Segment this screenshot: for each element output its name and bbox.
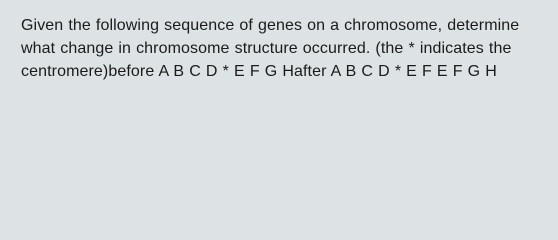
question-text: Given the following sequence of genes on a chromosome, determine what change in chromosome structure occurred. (the * indicates the centromere)before A B C D * E F G Hafter A B C D * E F E F G H — [21, 17, 520, 80]
